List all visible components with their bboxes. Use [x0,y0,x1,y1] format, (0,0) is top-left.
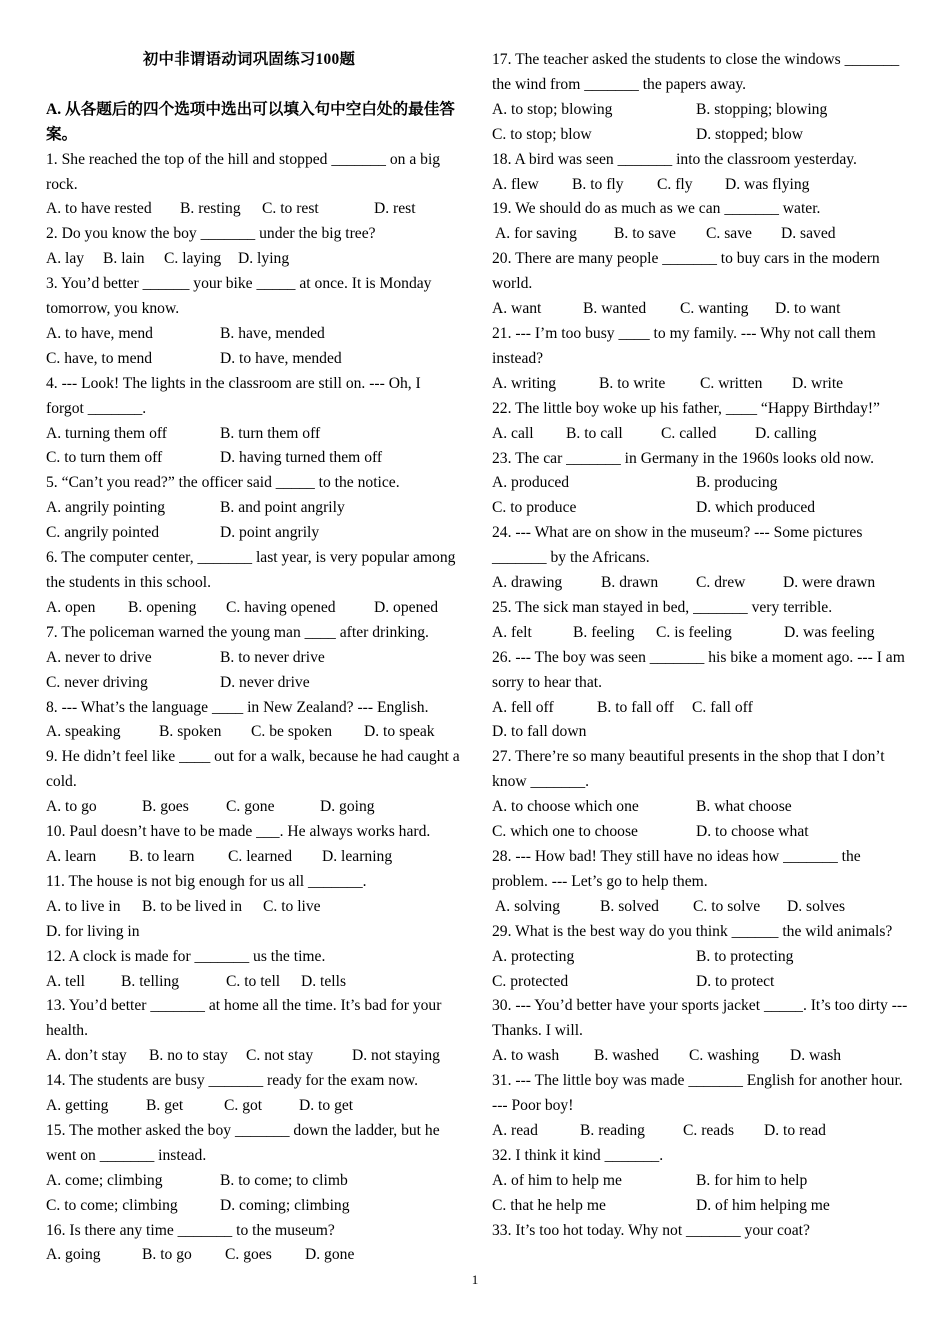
question-text: 8. --- What’s the language ____ in New Zealand? --- English. [46,698,429,716]
option-row [46,1169,460,1194]
answer-option: B. get [146,1097,184,1115]
answer-option: B. telling [121,972,180,990]
question-text: 20. There are many people _______ to buy cars in the modern world. [492,250,880,293]
question [46,1069,460,1119]
answer-option: C. learned [228,847,293,865]
question [492,148,908,198]
answer-option: B. to protecting [696,947,794,965]
answer-option: B. spoken [159,723,222,741]
question-text: 3. You’d better ______ your bike _____ at once. It is Monday tomorrow, you know. [46,275,432,318]
answer-option: B. resting [180,200,241,218]
answer-option: C. reads [683,1121,735,1139]
question [46,222,460,272]
answer-option: B. wanted [583,300,647,318]
answer-option: A. to have rested [46,200,152,218]
answer-option: C. wanting [680,300,749,318]
answer-option: B. opening [128,598,197,616]
answer-option: A. to have, mend [46,324,153,342]
option-row [46,795,460,820]
answer-option: C. having opened [226,598,336,616]
answer-option: C. called [661,424,717,442]
answer-option: D. to get [299,1097,354,1115]
answer-option: A. turning them off [46,424,167,442]
option-row [46,347,460,372]
option-row [46,596,460,621]
option-row [492,621,908,646]
question-text: 18. A bird was seen _______ into the classroom yesterday. [492,150,857,168]
answer-option: D. solves [787,897,846,915]
answer-option: A. for saving [492,225,577,243]
answer-option: A. writing [492,374,557,392]
right-column [492,48,908,1244]
answer-option: C. to come; climbing [46,1196,178,1214]
answer-option: C. fall off [692,698,753,716]
option-row [46,197,460,222]
option-row [46,521,460,546]
option-row [492,471,908,496]
answer-option: D. lying [238,250,290,268]
answer-option: D. opened [374,598,439,616]
answer-option: A. angrily pointing [46,499,166,517]
answer-option: D. write [792,374,844,392]
answer-option: B. have, mended [220,324,325,342]
answer-option: A. to go [46,798,97,816]
option-row [46,895,460,945]
answer-option: D. were drawn [783,574,876,592]
answer-option: C. that he help me [492,1196,606,1214]
question-text: 11. The house is not big enough for us all _______. [46,872,367,890]
left-question-list [46,148,460,1269]
question-text: 10. Paul doesn’t have to be made ___. He always works hard. [46,823,431,841]
answer-option: A. fell off [492,698,554,716]
answer-option: D. of him helping me [696,1196,830,1214]
answer-option: C. to live [263,897,321,915]
answer-option: A. tell [46,972,85,990]
option-row [492,372,908,397]
option-row [46,970,460,995]
answer-option: A. drawing [492,574,563,592]
question-text: 9. He didn’t feel like ____ out for a walk, because he had caught a cold. [46,748,460,791]
question [492,646,908,746]
question [492,521,908,596]
answer-option: C. goes [225,1246,272,1264]
question-text: 25. The sick man stayed in bed, _______ very terrible. [492,598,833,616]
option-row [492,1044,908,1069]
answer-option: D. to fall down [492,723,587,741]
question-text: 26. --- The boy was seen _______ his bike a moment ago. --- I am sorry to hear that. [492,648,905,691]
answer-option: C. is feeling [656,623,732,641]
answer-option: D. gone [305,1246,355,1264]
question-text: 21. --- I’m too busy ____ to my family. --- Why not call them instead? [492,324,876,367]
answer-option: D. point angrily [220,524,320,542]
answer-option: C. to stop; blow [492,125,592,143]
answer-option: D. to have, mended [220,349,342,367]
answer-option: D. tells [301,972,347,990]
question [492,447,908,522]
answer-option: C. protected [492,972,569,990]
answer-option: A. learn [46,847,97,865]
answer-option: D. saved [781,225,836,243]
answer-option: A. read [492,1121,538,1139]
question [46,471,460,546]
answer-option: A. lay [46,250,85,268]
answer-option: C. washing [689,1047,760,1065]
answer-option: B. and point angrily [220,499,345,517]
option-row [46,646,460,671]
question-text: 15. The mother asked the boy _______ down the ladder, but he went on _______ instead. [46,1121,440,1164]
answer-option: A. to choose which one [492,798,639,816]
answer-option: D. calling [755,424,817,442]
question [492,48,908,148]
answer-option: A. speaking [46,723,121,741]
question-text: 5. “Can’t you read?” the officer said _____ to the notice. [46,474,400,492]
right-question-list [492,48,908,1244]
answer-option: A. flew [492,175,539,193]
question [46,820,460,870]
answer-option: D. to choose what [696,823,809,841]
option-row [46,1194,460,1219]
answer-option: B. solved [600,897,659,915]
question [46,870,460,945]
left-column [46,48,460,1268]
question-text: 28. --- How bad! They still have no ideas how _______ the problem. --- Let’s go to help them. [492,848,861,890]
option-row [46,1044,460,1069]
question-text: 16. Is there any time _______ to the museum? [46,1221,335,1239]
question [46,945,460,995]
question-text: 31. --- The little boy was made _______ English for another hour. --- Poor boy! [492,1072,903,1115]
question [46,546,460,621]
answer-option: C. to tell [226,972,281,990]
answer-option: A. don’t stay [46,1047,127,1065]
answer-option: A. call [492,424,534,442]
answer-option: D. never drive [220,673,310,691]
answer-option: A. to live in [46,897,121,915]
answer-option: C. to produce [492,499,577,517]
option-row [492,1169,908,1194]
option-row [492,1194,908,1219]
answer-option: D. for living in [46,922,140,940]
page-title: 初中非谓语动词巩固练习100题 [142,51,356,68]
question-text: 22. The little boy woke up his father, ____ “Happy Birthday!” [492,399,880,417]
answer-option: B. drawn [601,574,659,592]
option-row [492,496,908,521]
option-row [492,98,908,123]
answer-option: D. was feeling [784,623,875,641]
answer-option: D. rest [374,200,416,218]
answer-option: A. protecting [492,947,575,965]
answer-option: B. producing [696,474,778,492]
answer-option: B. lain [103,250,145,268]
answer-option: B. what choose [696,798,792,816]
answer-option: C. never driving [46,673,148,691]
answer-option: B. turn them off [220,424,321,442]
answer-option: D. wash [790,1047,842,1065]
answer-option: C. written [700,374,763,392]
answer-option: C. be spoken [251,723,332,741]
option-row [46,496,460,521]
page-number: 1 [471,1272,479,1287]
option-row [46,446,460,471]
answer-option: C. laying [164,250,222,268]
option-row [492,422,908,447]
question-text: 17. The teacher asked the students to close the windows _______ the wind from _______ the papers away. [492,51,900,93]
answer-option: C. drew [696,574,746,592]
answer-option: B. to come; to climb [220,1171,348,1189]
option-row [492,696,908,746]
question [492,1219,908,1244]
question-text: 6. The computer center, _______ last year, is very popular among the students in this school. [46,549,456,591]
answer-option: B. washed [594,1047,659,1065]
question [46,1219,460,1269]
answer-option: D. was flying [725,175,810,193]
question [46,621,460,696]
option-row [492,970,908,995]
answer-option: B. to fly [572,175,624,193]
option-row [492,571,908,596]
option-row [46,671,460,696]
answer-option: C. to rest [262,200,319,218]
answer-option: C. which one to choose [492,823,638,841]
option-row [492,123,908,148]
question [492,247,908,322]
question-text: 7. The policeman warned the young man ____ after drinking. [46,623,429,641]
answer-option: A. to wash [492,1047,560,1065]
answer-option: A. produced [492,474,570,492]
question [46,148,460,223]
answer-option: B. to save [614,225,676,243]
question-text: 33. It’s too hot today. Why not _______ your coat? [492,1221,810,1239]
answer-option: D. going [320,798,375,816]
question [46,1119,460,1219]
question-text: 27. There’re so many beautiful presents in the shop that I don’t know _______. [492,748,885,791]
option-row [492,820,908,845]
question-text: 23. The car _______ in Germany in the 1960s looks old now. [492,449,874,467]
question [492,197,908,247]
option-row [492,895,908,920]
answer-option: B. for him to help [696,1171,808,1189]
question-text: 14. The students are busy _______ ready for the exam now. [46,1072,418,1090]
question-text: 24. --- What are on show in the museum? --- Some pictures _______ by the Africans. [492,524,863,567]
answer-option: C. angrily pointed [46,524,160,542]
answer-option: B. to learn [129,847,195,865]
answer-option: A. come; climbing [46,1171,163,1189]
answer-option: A. getting [46,1097,109,1115]
answer-option: D. learning [322,847,393,865]
answer-option: B. feeling [573,623,635,641]
question [492,322,908,397]
section-a-instruction: A. 从各题后的四个选项中选出可以填入句中空白处的最佳答案。 [46,100,455,143]
answer-option: A. never to drive [46,648,152,666]
question [492,920,908,995]
answer-option: A. want [492,300,542,318]
answer-option: C. got [224,1097,263,1115]
answer-option: B. reading [580,1121,645,1139]
answer-option: C. have, to mend [46,349,153,367]
option-row [492,1119,908,1144]
option-row [46,845,460,870]
question [46,372,460,472]
answer-option: B. to never drive [220,648,325,666]
question [492,1144,908,1219]
answer-option: B. no to stay [149,1047,228,1065]
question-text: 4. --- Look! The lights in the classroom are still on. --- Oh, I forgot _______. [46,374,421,417]
answer-option: D. to protect [696,972,775,990]
answer-option: A. of him to help me [492,1171,622,1189]
question [492,1069,908,1144]
question-text: 29. What is the best way do you think ______ the wild animals? [492,922,893,940]
answer-option: B. to write [599,374,666,392]
answer-option: D. stopped; blow [696,125,803,143]
answer-option: D. coming; climbing [220,1196,350,1214]
option-row [492,222,908,247]
answer-option: D. which produced [696,499,816,517]
option-row [46,247,460,272]
option-row [492,945,908,970]
question-text: 30. --- You’d better have your sports jacket _____. It’s too dirty --- Thanks. I will. [492,997,908,1040]
answer-option: D. not staying [352,1047,440,1065]
option-row [46,720,460,745]
option-row [46,1094,460,1119]
answer-option: B. goes [142,798,189,816]
answer-option: C. fly [657,175,693,193]
answer-option: B. to go [142,1246,192,1264]
option-row [492,297,908,322]
question [46,745,460,820]
question-text: 2. Do you know the boy _______ under the big tree? [46,225,376,243]
answer-option: C. not stay [246,1047,314,1065]
question [492,745,908,845]
answer-option: D. to speak [364,723,435,741]
answer-option: B. to fall off [597,698,674,716]
answer-option: C. gone [226,798,275,816]
answer-option: A. going [46,1246,101,1264]
answer-option: C. to solve [693,897,761,915]
answer-option: B. to be lived in [142,897,243,915]
answer-option: A. solving [492,897,561,915]
answer-option: A. open [46,598,96,616]
answer-option: C. save [706,225,752,243]
answer-option: D. to read [764,1121,826,1139]
question [492,845,908,920]
answer-option: B. to call [566,424,623,442]
option-row [46,422,460,447]
question [46,994,460,1069]
answer-option: D. to want [775,300,841,318]
question-text: 13. You’d better _______ at home all the time. It’s bad for your health. [46,997,442,1040]
option-row [46,322,460,347]
answer-option: D. having turned them off [220,449,383,467]
question [492,994,908,1069]
question [46,272,460,372]
question-text: 1. She reached the top of the hill and stopped _______ on a big rock. [46,150,441,193]
question-text: 12. A clock is made for _______ us the time. [46,947,326,965]
option-row [492,173,908,198]
question-text: 19. We should do as much as we can _______ water. [492,200,821,218]
question [46,696,460,746]
answer-option: B. stopping; blowing [696,100,828,118]
question [492,596,908,646]
answer-option: A. felt [492,623,532,641]
option-row [492,795,908,820]
question [492,397,908,447]
question-text: 32. I think it kind _______. [492,1146,664,1164]
answer-option: A. to stop; blowing [492,100,613,118]
answer-option: C. to turn them off [46,449,163,467]
option-row [46,1243,460,1268]
